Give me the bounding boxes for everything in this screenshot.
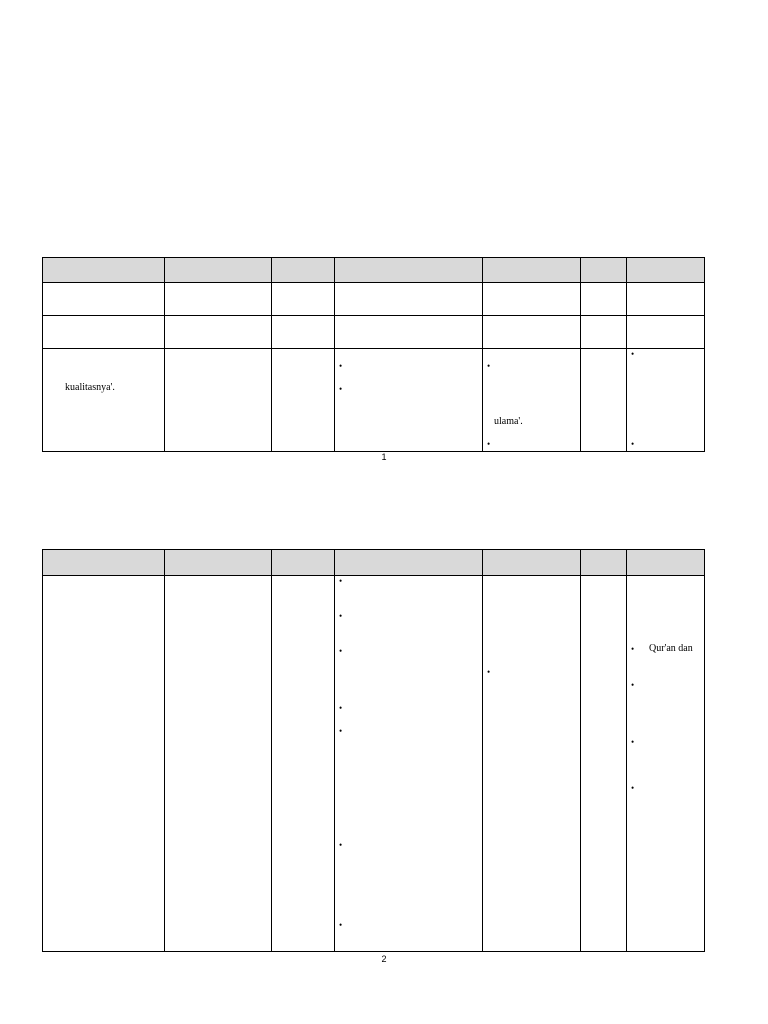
bullet-icon: • — [631, 439, 635, 449]
bullet-icon: • — [339, 384, 343, 394]
table-cell — [627, 349, 705, 452]
bullet-icon: • — [339, 726, 343, 736]
header-cell — [165, 258, 272, 283]
cell-text: ulama'. — [494, 416, 523, 427]
header-cell — [627, 550, 705, 576]
bullet-icon: • — [487, 439, 491, 449]
bullet-icon: • — [339, 703, 343, 713]
bullet-icon: • — [487, 361, 491, 371]
header-cell — [272, 258, 335, 283]
bullet-icon: • — [339, 840, 343, 850]
header-cell — [483, 258, 581, 283]
page-number: 2 — [381, 954, 387, 964]
header-cell — [43, 258, 165, 283]
header-cell — [483, 550, 581, 576]
bullet-icon: • — [631, 783, 635, 793]
header-cell — [272, 550, 335, 576]
header-cell — [165, 550, 272, 576]
table-1-header-row — [43, 258, 705, 283]
header-cell — [627, 258, 705, 283]
bullet-icon: • — [339, 646, 343, 656]
table-row — [43, 283, 705, 316]
header-cell — [581, 258, 627, 283]
bullet-icon: • — [631, 349, 635, 359]
page-number: 1 — [381, 452, 387, 462]
table-cell — [335, 576, 483, 952]
header-cell — [43, 550, 165, 576]
table-2 — [42, 549, 705, 952]
table-2-header-row — [43, 550, 705, 576]
bullet-icon: • — [487, 667, 491, 677]
header-cell — [335, 550, 483, 576]
bullet-icon: • — [339, 576, 343, 586]
bullet-icon: • — [339, 611, 343, 621]
bullet-icon: • — [631, 737, 635, 747]
bullet-icon: • — [631, 680, 635, 690]
cell-text: kualitasnya'. — [65, 382, 115, 393]
header-cell — [581, 550, 627, 576]
bullet-icon: • — [339, 920, 343, 930]
bullet-icon: • — [631, 644, 635, 654]
table-1 — [42, 257, 705, 452]
header-cell — [335, 258, 483, 283]
table-cell — [627, 576, 705, 952]
table-cell — [483, 349, 581, 452]
table-cell — [43, 349, 165, 452]
table-row — [43, 349, 705, 452]
table-row — [43, 316, 705, 349]
bullet-icon: • — [339, 361, 343, 371]
table-row — [43, 576, 705, 952]
table-cell — [483, 576, 581, 952]
cell-text: Qur'an dan — [649, 643, 693, 654]
table-cell — [335, 349, 483, 452]
